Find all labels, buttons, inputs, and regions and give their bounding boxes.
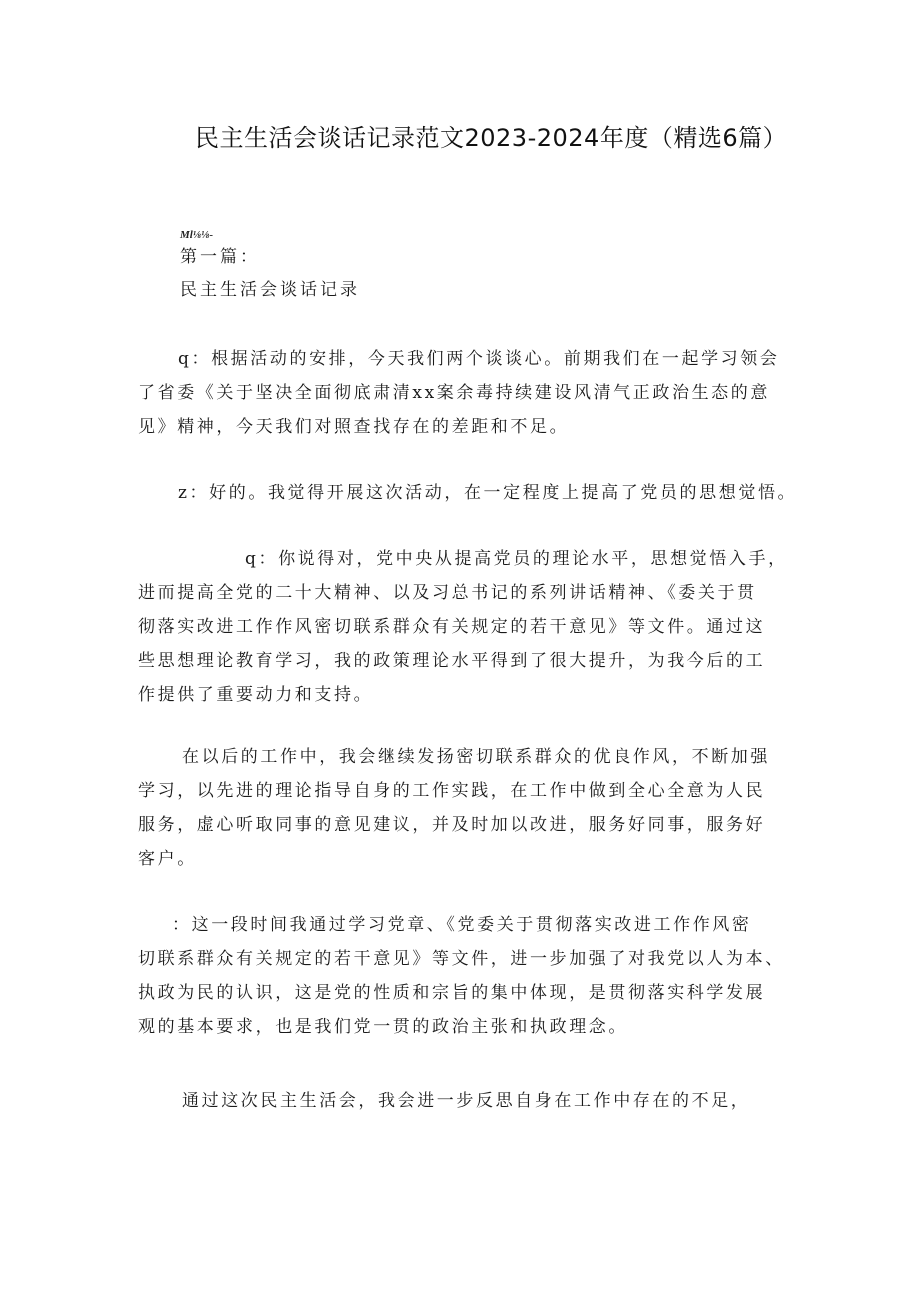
paragraph-1 [138,342,788,444]
paragraph-line: 些思想理论教育学习，我的政策理论水平得到了很大提升，为我今后的工 [138,651,766,671]
paragraph-5 [138,908,788,1044]
paragraph-line: 通过这次民主生活会，我会进一步反思自身在工作中存在的不足， [182,1091,751,1111]
paragraph-line: 切联系群众有关规定的若干意见》等文件，进一步加强了对我党以人为本、 [138,949,785,969]
paragraph-line: 彻落实改进工作作风密切联系群众有关规定的若干意见》等文件。通过这 [138,617,766,637]
paragraph-line: q：根据活动的安排，今天我们两个谈谈心。前期我们在一起学习领会 [178,349,780,369]
paragraph-line: 执政为民的认识，这是党的性质和宗旨的集中体现，是贯彻落实科学发展 [138,983,766,1003]
paragraph-line: 观的基本要求，也是我们党一贯的政治主张和执政理念。 [138,1017,628,1037]
paragraph-line: 了省委《关于坚决全面彻底肃清xx案余毒持续建设风清气正政治生态的意 [138,383,770,403]
paragraph-line: ：这一段时间我通过学习党章、《党委关于贯彻落实改进工作作风密 [172,915,752,935]
paragraph-line: 在以后的工作中，我会继续发扬密切联系群众的优良作风，不断加强 [182,747,770,767]
paragraph-line: 进而提高全党的二十大精神、以及习总书记的系列讲话精神、《委关于贯 [138,583,757,603]
paragraph-2 [138,476,798,510]
paragraph-line: 客户。 [138,849,197,869]
paragraph-line: 见》精神，今天我们对照查找存在的差距和不足。 [138,417,570,437]
scan-mark: Ml⅛⅛- [180,229,213,241]
paragraph-line: 作提供了重要动力和支持。 [138,685,374,705]
paragraph-4 [138,740,788,876]
paragraph-6 [138,1084,788,1118]
document-title: 民主生活会谈话记录范文2023-2024年度（精选6篇） [195,124,788,152]
paragraph-line: z：好的。我觉得开展这次活动，在一定程度上提高了党员的思想觉悟。 [178,483,798,503]
paragraph-line: 服务，虚心听取同事的意见建议，并及时加以改进，服务好同事，服务好 [138,815,766,835]
paragraph-3 [138,542,788,712]
paragraph-line: q：你说得对，党中央从提高党员的理论水平，思想觉悟入手， [245,549,788,569]
section-heading: 民主生活会谈话记录 [180,280,360,300]
paragraph-line: 学习，以先进的理论指导自身的工作实践，在工作中做到全心全意为人民 [138,781,766,801]
section-label: 第一篇： [180,247,260,267]
